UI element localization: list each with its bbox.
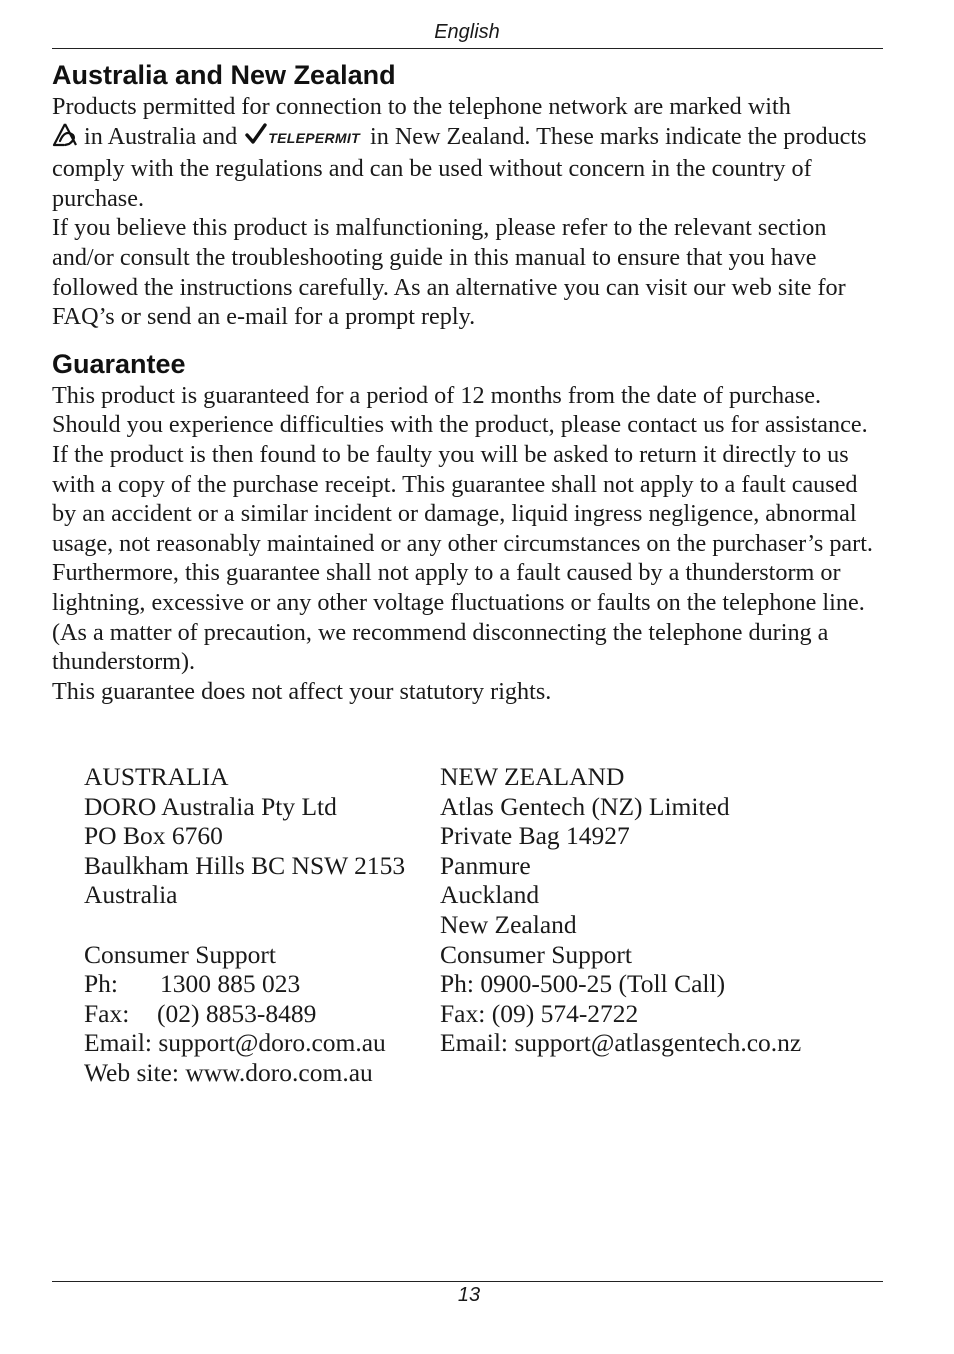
anz-p1-mid: in Australia and bbox=[78, 122, 244, 150]
nz-address-line-4: New Zealand bbox=[440, 909, 577, 939]
au-address-line-3: Australia bbox=[84, 880, 178, 910]
au-fax-label: Fax: bbox=[84, 998, 130, 1028]
au-email: Email: support@doro.com.au bbox=[84, 1028, 386, 1058]
nz-address-line-3: Auckland bbox=[440, 880, 540, 910]
au-website: Web site: www.doro.com.au bbox=[84, 1057, 373, 1087]
nz-phone: Ph: 0900-500-25 (Toll Call) bbox=[440, 969, 726, 999]
nz-fax: Fax: (09) 574-2722 bbox=[440, 998, 639, 1028]
anz-paragraph-2: If you believe this product is malfunctioning, please refer to the relevant section and/or consult the troubleshooting guide in this manual to ensure that you have followed the instructions carefully. As an alternative you can visit our web site for FAQ’s or send an e-mail for a prompt reply. bbox=[52, 214, 846, 331]
au-phone-row bbox=[84, 969, 434, 999]
australian-compliance-mark-icon bbox=[52, 123, 78, 155]
header-divider bbox=[52, 48, 883, 49]
au-phone-label: Ph: bbox=[84, 969, 119, 999]
telepermit-check-icon bbox=[245, 123, 267, 145]
au-phone: 1300 885 023 bbox=[160, 969, 301, 999]
au-fax-row bbox=[84, 999, 434, 1029]
contact-block-new-zealand bbox=[440, 762, 880, 1058]
telepermit-text: TELEPERMIT bbox=[268, 129, 360, 146]
section-title-guarantee: Guarantee bbox=[52, 348, 186, 379]
anz-paragraph-1 bbox=[52, 92, 886, 213]
nz-country-heading: NEW ZEALAND bbox=[440, 762, 625, 791]
guarantee-paragraph-2: Should you experience difficulties with the product, please contact us for assistance. If the product is then found to be faulty you will be asked to return it directly to us with a copy of the purchase receipt. This guarantee shall not apply to a fault caused by an accident or a similar incident or damage, liquid ingress negligence, abnormal usage, not reasonably maintained or any other circumstances on the purchaser’s part. Furthermore, this guarantee shall not apply to a fault caused by a thunderstorm or lightning, excessive or any other voltage fluctuations or faults on the telephone line. (As a matter of precaution, we recommend disconnecting the telephone during a thunderstorm). bbox=[52, 411, 873, 676]
nz-support-heading: Consumer Support bbox=[440, 939, 632, 969]
nz-address-line-1: Private Bag 14927 bbox=[440, 821, 630, 851]
anz-p1-after: in New Zealand. These marks indicate the products comply with the regulations and can be used without concern in the country of purchase. bbox=[52, 122, 867, 212]
page-content bbox=[52, 58, 886, 706]
footer-divider bbox=[52, 1281, 883, 1282]
au-country-heading: AUSTRALIA bbox=[84, 762, 229, 791]
nz-company: Atlas Gentech (NZ) Limited bbox=[440, 791, 730, 821]
guarantee-paragraph-1: This product is guaranteed for a period of 12 months from the date of purchase. bbox=[52, 381, 822, 409]
nz-email: Email: support@atlasgentech.co.nz bbox=[440, 1028, 802, 1058]
section-title-australia-nz: Australia and New Zealand bbox=[52, 60, 396, 90]
page-language-header: English bbox=[434, 21, 500, 43]
page-number: 13 bbox=[457, 1284, 481, 1306]
au-support-heading: Consumer Support bbox=[84, 939, 276, 969]
au-address-line-1: PO Box 6760 bbox=[84, 821, 223, 851]
au-fax: (02) 8853-8489 bbox=[157, 998, 317, 1028]
au-address-line-2: Baulkham Hills BC NSW 2153 bbox=[84, 850, 406, 880]
anz-p1-before: Products permitted for connection to the telephone network are marked with bbox=[52, 93, 791, 120]
telepermit-mark bbox=[245, 123, 360, 145]
guarantee-paragraph-3: This guarantee does not affect your statutory rights. bbox=[52, 677, 552, 705]
nz-address-line-2: Panmure bbox=[440, 850, 531, 880]
contact-block-australia bbox=[84, 762, 434, 1088]
au-company: DORO Australia Pty Ltd bbox=[84, 791, 337, 821]
